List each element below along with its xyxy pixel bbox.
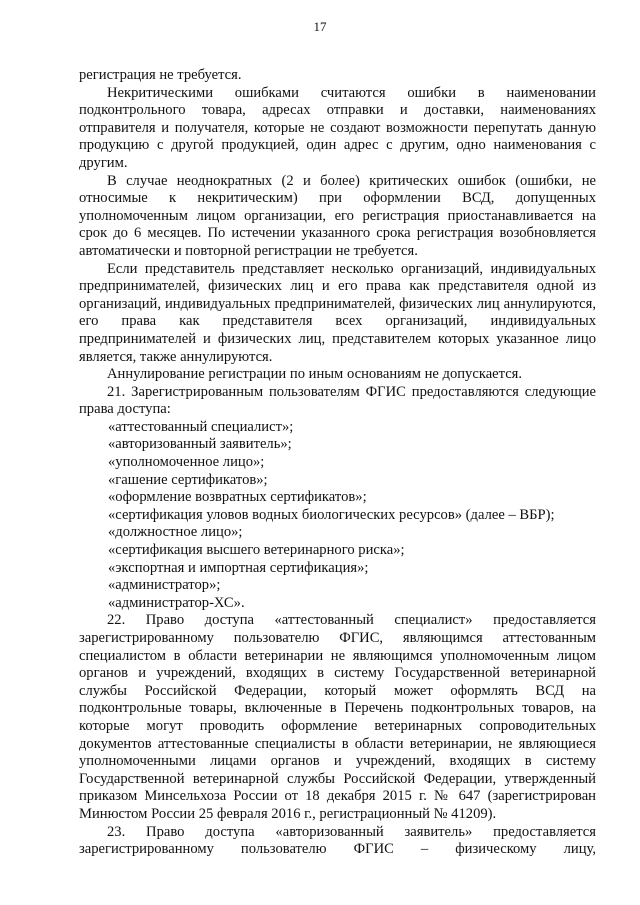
list-item: «уполномоченное лицо»;: [108, 454, 265, 471]
list-item: «авторизованный заявитель»;: [108, 436, 292, 453]
list-item: «экспортная и импортная сертификация»;: [108, 559, 369, 576]
paragraph: 21. Зарегистрированным пользователям ФГИС предоставляются следующие права доступа:: [79, 383, 596, 418]
document-body: [79, 67, 596, 859]
paragraph: 23. Право доступа «авторизованный заявитель» предоставляется зарегистрированному пользователю ФГИС – физическому лицу,: [79, 823, 596, 858]
paragraph: регистрация не требуется.: [79, 67, 242, 83]
paragraph: В случае неоднократных (2 и более) критических ошибок (ошибки, не относимые к некритическим) при оформлении ВСД, допущенных уполномоченным лицом организации, его регистрация приостанавливается на срок до 6 месяцев. По истечении указанного срока регистрация возобновляется автоматически и повторной регистрации не требуется.: [79, 172, 596, 259]
list-item: «администратор-ХС».: [108, 594, 245, 611]
list-item: «аттестованный специалист»;: [108, 418, 294, 435]
list-item: «должностное лицо»;: [108, 524, 243, 541]
paragraph: Если представитель представляет несколько организаций, индивидуальных предпринимателей, физических лиц и его права как представителя одной из организаций, индивидуальных предпринимателей, физических лиц аннулируются, его права как представителя всех организаций, индивидуальных предпринимателей и физических лиц, представителем которых указанное лицо является, также аннулируются.: [79, 260, 596, 365]
list-item: «сертификация высшего ветеринарного риска»;: [108, 542, 405, 559]
list-item: «сертификация уловов водных биологических ресурсов» (далее – ВБР);: [108, 506, 555, 523]
paragraph: 22. Право доступа «аттестованный специалист» предоставляется зарегистрированному пользователю ФГИС, являющимся аттестованным специалистом в области ветеринарии не являющимся уполномоченным лицом органов и учреждений, входящих в систему Государственной ветеринарной службы Российской Федерации, который может оформлять ВСД на подконтрольные товары, включенные в Перечень подконтрольных товаров, на которые могут проводить оформление ветеринарных сопроводительных документов аттестованные специалисты в области ветеринарии, не являющиеся уполномоченными лицами органов и учреждений, входящих в систему Государственной ветеринарной службы Российской Федерации, утвержденный приказом Минсельхоза России от 18 декабря 2015 г. № 647 (зарегистрирован Минюстом России 25 февраля 2016 г., регистрационный № 41209).: [79, 612, 596, 822]
paragraph: Некритическими ошибками считаются ошибки в наименовании подконтрольного товара, адресах отправки и доставки, наименованиях отправителя и получателя, которые не создают возможности перепутать данную продукцию с другой продукцией, один адрес с другим, одно наименования с другим.: [79, 84, 596, 171]
list-item: «оформление возвратных сертификатов»;: [108, 489, 367, 506]
paragraph: Аннулирование регистрации по иным основаниям не допускается.: [107, 366, 523, 383]
page-number: 17: [313, 19, 327, 34]
list-item: «администратор»;: [108, 577, 221, 594]
list-item: «гашение сертификатов»;: [108, 471, 268, 488]
